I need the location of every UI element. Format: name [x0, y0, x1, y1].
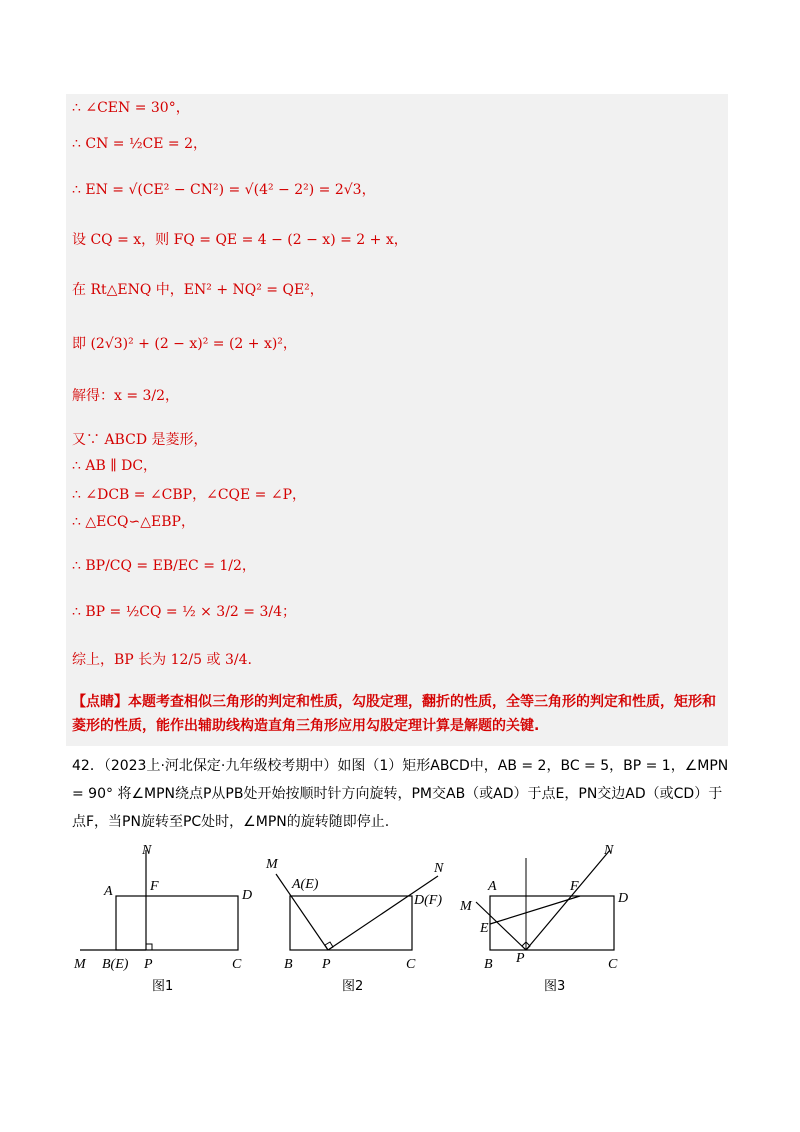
solution-line-5: 在 Rt△ENQ 中，EN² + NQ² = QE²，	[72, 282, 324, 298]
fig1-label-a: A	[104, 884, 113, 899]
fig3-label-p: P	[516, 951, 525, 966]
fig1-label-f: F	[150, 879, 159, 894]
solution-line-7: 解得：x = 3/2，	[72, 388, 180, 404]
fig2-label-p: P	[322, 957, 331, 972]
solution-line-13: ∴ BP = ½CQ = ½ × 3/2 = 3/4；	[72, 604, 296, 620]
fig3-label-c: C	[608, 957, 618, 972]
fig1-label-c: C	[232, 957, 242, 972]
fig1-label-m: M	[74, 957, 86, 972]
fig1-label-n: N	[142, 843, 152, 858]
comment-note: 【点睛】本题考查相似三角形的判定和性质，勾股定理，翻折的性质，全等三角形的判定和性质，矩形和菱形的性质，能作出辅助线构造直角三角形应用勾股定理计算是解题的关键.	[72, 694, 716, 734]
fig3-caption: 图3	[544, 979, 566, 994]
fig2-label-df: D(F)	[414, 893, 442, 908]
fig1-label-be: B(E)	[102, 957, 129, 972]
fig2-caption: 图2	[342, 979, 364, 994]
fig3-label-m: M	[460, 899, 472, 914]
solution-line-9: ∴ AB ∥ DC，	[72, 458, 158, 474]
solution-line-1: ∴ ∠CEN = 30°，	[72, 100, 190, 116]
fig2-rectangle	[290, 896, 412, 950]
fig2-label-n: N	[434, 861, 444, 876]
solution-line-4: 设 CQ = x，则 FQ = QE = 4 − (2 − x) = 2 + x，	[72, 232, 408, 248]
solution-line-14: 综上，BP 长为 12/5 或 3/4.	[72, 652, 252, 668]
solution-line-11: ∴ △ECQ∽△EBP，	[72, 514, 195, 530]
figures	[70, 840, 730, 1000]
solution-line-8: 又∵ ABCD 是菱形，	[72, 432, 208, 448]
fig2-label-m: M	[266, 857, 278, 872]
fig1-label-p: P	[144, 957, 153, 972]
solution-line-2: ∴ CN = ½CE = 2，	[72, 136, 207, 152]
fig2-label-b: B	[284, 957, 293, 972]
solution-line-12: ∴ BP/CQ = EB/EC = 1/2，	[72, 558, 256, 574]
fig1-rectangle	[116, 896, 238, 950]
fig2-label-ae: A(E)	[292, 877, 319, 892]
question-text: 42．（2023上·河北保定·九年级校考期中）如图（1）矩形ABCD中，AB = 2，BC = 5，BP = 1，∠MPN = 90° 将∠MPN绕点P从PB处开始按顺时针方向旋转，PM交AB（或AD）于点E，PN交边AD（或CD）于点F，当PN旋转至PC处时，∠MPN的旋转随即停止.	[72, 758, 729, 830]
fig3-label-f: F	[570, 879, 579, 894]
figure-3	[459, 843, 628, 994]
solution-line-6: 即 (2√3)² + (2 − x)² = (2 + x)²，	[72, 336, 297, 352]
fig3-label-b: B	[484, 957, 493, 972]
figure-1	[73, 843, 252, 994]
fig1-label-d: D	[242, 888, 253, 903]
fig3-label-a: A	[488, 879, 497, 894]
fig1-caption: 图1	[152, 979, 174, 994]
fig2-label-c: C	[406, 957, 416, 972]
fig3-label-d: D	[618, 891, 629, 906]
solution-line-3: ∴ EN = √(CE² − CN²) = √(4² − 2²) = 2√3，	[72, 182, 376, 198]
fig3-label-e: E	[480, 921, 489, 936]
fig2-ray-pn	[328, 876, 438, 950]
figure-2	[265, 857, 444, 994]
fig1-right-angle	[146, 944, 152, 950]
solution-line-10: ∴ ∠DCB = ∠CBP，∠CQE = ∠P，	[72, 487, 307, 503]
fig3-segment-ef	[490, 896, 580, 924]
fig3-label-n: N	[604, 843, 614, 858]
